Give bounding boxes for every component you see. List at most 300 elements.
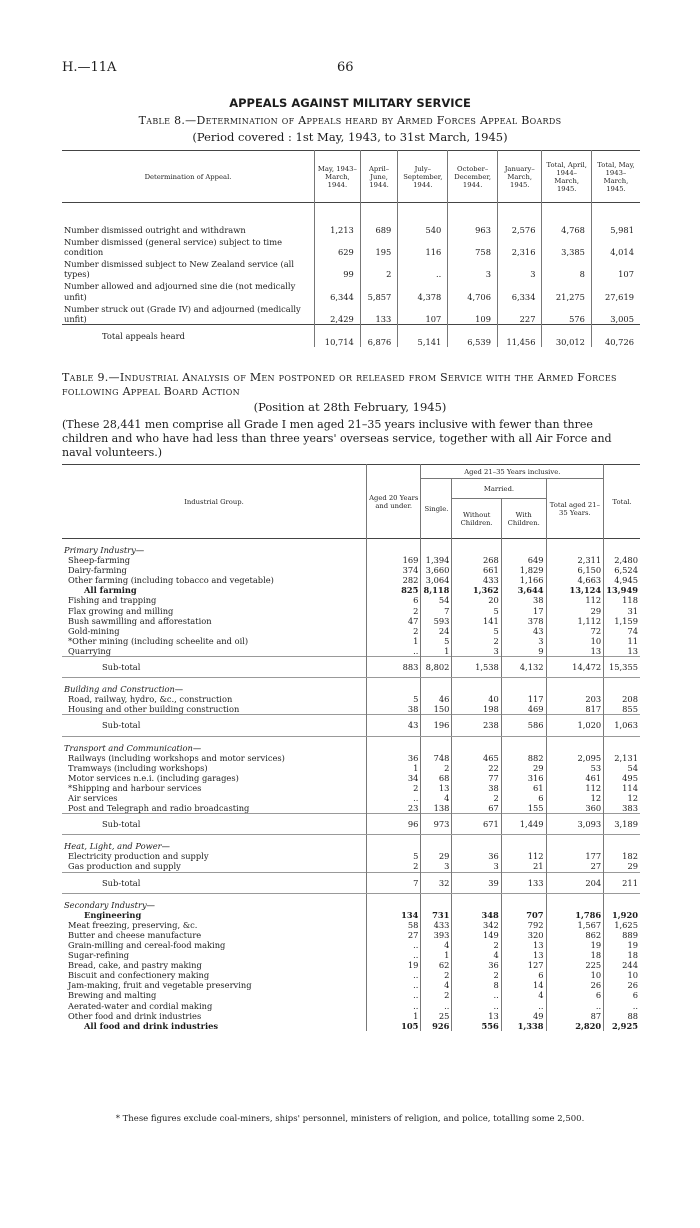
t9-cell: 13 [421, 783, 452, 793]
t9-row [62, 595, 640, 605]
t8-cell: 8 [542, 257, 591, 279]
t9-cell: 47 [367, 616, 421, 626]
t9-cell: 54 [421, 595, 452, 605]
t9-cell: 282 [367, 575, 421, 585]
t9-row [62, 763, 640, 773]
t9-cell: 19 [367, 960, 421, 970]
t8-cell: 6,344 [315, 279, 361, 301]
t9-cell [546, 835, 604, 852]
t9-row-label: Biscuit and confectionery making [68, 970, 210, 981]
t9-cell: 10 [546, 636, 604, 646]
t9-cell: 114 [604, 783, 640, 793]
t9-cell: 27 [546, 861, 604, 872]
t9-cell: 862 [546, 930, 604, 940]
t9-cell: 208 [604, 694, 640, 704]
t8-row-label: Number struck out (Grade IV) and adjourned (medically unfit) [64, 303, 301, 324]
t9-cell: 2 [367, 783, 421, 793]
table9-caption: Table 9.—Industrial Analysis of Men postponed or released from Service with the Armed Forces following Appeal Board Action [62, 371, 617, 398]
t9-cell: 13 [546, 646, 604, 657]
t9-cell: 1,920 [604, 910, 640, 920]
t9-cell: 12 [546, 793, 604, 803]
t9-cell: 1,362 [452, 585, 501, 595]
t9-cell: 1,625 [604, 920, 640, 930]
t9-cell: 882 [501, 753, 546, 763]
t9-cell [367, 736, 421, 753]
t8-cell: 4,706 [448, 279, 498, 301]
t9-row-label: Road, railway, hydro, &c., construction [68, 694, 233, 705]
t9-cell: 198 [452, 704, 501, 715]
t9-cell: .. [546, 1001, 604, 1011]
t9-cell: 2,820 [546, 1021, 604, 1031]
t8-cell: 6,539 [448, 324, 498, 347]
table8-period: (Period covered : 1st May, 1943, to 31st March, 1945) [192, 130, 508, 144]
t9-cell: 586 [501, 715, 546, 736]
t9-cell [604, 893, 640, 910]
t9-cell: 5 [367, 851, 421, 861]
t9-subtotal-row-label: Sub-total [62, 872, 367, 893]
t9-cell: 1,449 [501, 814, 546, 835]
t9-cell: 13 [604, 646, 640, 657]
t8-row [62, 235, 640, 257]
t9-cell: 2 [421, 990, 452, 1000]
t9-row [62, 803, 640, 814]
t9-row [62, 793, 640, 803]
t8-row [62, 203, 640, 236]
t9-cell: 31 [604, 606, 640, 616]
t9-cell: 14,472 [546, 657, 604, 678]
t9-cell [546, 678, 604, 695]
section-title: APPEALS AGAINST MILITARY SERVICE [229, 96, 471, 110]
t8-cell: 133 [360, 302, 398, 325]
t9-row [62, 646, 640, 657]
t9-cell: 13 [501, 940, 546, 950]
t9-cell: 7 [421, 606, 452, 616]
t9-cell [367, 893, 421, 910]
t8-col-2: April–June, 1944. [360, 151, 398, 203]
t9-cell: 1 [367, 763, 421, 773]
t9-cell [421, 736, 452, 753]
t8-row-label: Number allowed and adjourned sine die (not medically unfit) [64, 281, 296, 302]
t9-cell: 13 [501, 950, 546, 960]
t9-cell: 2,131 [604, 753, 640, 763]
t8-cell: 10,714 [315, 324, 361, 347]
t9-cell: 96 [367, 814, 421, 835]
t9-cell: 2 [421, 970, 452, 980]
t9-col-total-aged: Total aged 21–35 Years. [546, 479, 604, 539]
t9-cell: 38 [367, 704, 421, 715]
t9-row [62, 585, 640, 595]
t9-cell [367, 539, 421, 556]
t9-cell: 1,112 [546, 616, 604, 626]
t9-cell: 6 [367, 595, 421, 605]
t9-subtotal-row [62, 657, 640, 678]
t8-cell: 21,275 [542, 279, 591, 301]
t9-cell: 6,524 [604, 565, 640, 575]
t9-cell [452, 835, 501, 852]
t9-cell [452, 893, 501, 910]
t9-row-label: Other food and drink industries [68, 1010, 202, 1021]
t9-cell: 4 [421, 793, 452, 803]
t8-cell: 2 [360, 257, 398, 279]
t9-cell: 792 [501, 920, 546, 930]
t9-cell: 29 [501, 763, 546, 773]
t9-cell: 2 [421, 763, 452, 773]
t9-cell: 8 [452, 980, 501, 990]
table9-position: (Position at 28th February, 1945) [253, 400, 447, 414]
t9-row-label: Grain-milling and cereal-food making [68, 940, 226, 950]
t9-cell [546, 736, 604, 753]
t9-cell: 5 [367, 694, 421, 704]
t9-cell: 2 [367, 626, 421, 636]
t9-cell: 707 [501, 910, 546, 920]
t8-row [62, 324, 640, 347]
t8-cell: 2,576 [497, 203, 542, 236]
t9-row-label: Gas production and supply [68, 861, 181, 872]
t9-cell: .. [367, 950, 421, 960]
t8-row-label: Number dismissed (general service) subject to time condition [64, 237, 282, 258]
t9-row [62, 861, 640, 872]
t9-row [62, 930, 640, 940]
t8-row-label: Number dismissed outright and withdrawn [64, 225, 246, 235]
t9-cell [421, 893, 452, 910]
t9-row-label: Flax growing and milling [68, 605, 174, 616]
t9-cell: 11 [604, 636, 640, 646]
t8-col-4: October–December, 1944. [448, 151, 498, 203]
t8-cell: 5,981 [591, 203, 640, 236]
t9-cell: 469 [501, 704, 546, 715]
t9-cell: .. [367, 793, 421, 803]
t9-section-heading [62, 539, 640, 556]
t9-cell: 43 [367, 715, 421, 736]
t9-col-aged20: Aged 20 Years and under. [367, 465, 421, 539]
t9-cell: .. [501, 1001, 546, 1011]
t9-cell: 3,064 [421, 575, 452, 585]
t9-cell [367, 835, 421, 852]
t9-row [62, 565, 640, 575]
t9-cell: 40 [452, 694, 501, 704]
t9-row [62, 940, 640, 950]
t9-cell: 58 [367, 920, 421, 930]
t8-cell: 689 [360, 203, 398, 236]
t9-cell: 3 [501, 636, 546, 646]
t9-cell: 671 [452, 814, 501, 835]
t9-cell: 342 [452, 920, 501, 930]
t9-row [62, 950, 640, 960]
t9-cell: 196 [421, 715, 452, 736]
t9-cell: 24 [421, 626, 452, 636]
t9-cell: 10 [546, 970, 604, 980]
footnote: * These figures exclude coal-miners, ships' personnel, ministers of religion, and police, totalling some 2,500. [115, 1114, 585, 1124]
t9-row [62, 704, 640, 715]
t8-cell: 6,334 [497, 279, 542, 301]
t9-row [62, 783, 640, 793]
t9-row-label: *Other mining (including scheelite and oil) [68, 635, 249, 646]
t9-cell: 2 [452, 793, 501, 803]
t9-cell: 2 [452, 970, 501, 980]
t9-cell: 461 [546, 773, 604, 783]
t9-row [62, 1011, 640, 1021]
t8-cell: 5,857 [360, 279, 398, 301]
t9-col-without: Without Children. [452, 499, 501, 539]
t9-cell: 68 [421, 773, 452, 783]
t8-row-label: Total appeals heard [102, 330, 185, 341]
t9-cell: 74 [604, 626, 640, 636]
t9-cell: 87 [546, 1011, 604, 1021]
t9-subtotal-row [62, 872, 640, 893]
t9-row-label: Bush sawmilling and afforestation [68, 615, 212, 626]
t9-cell: 15,355 [604, 657, 640, 678]
t9-cell: .. [367, 980, 421, 990]
t9-row [62, 910, 640, 920]
t8-cell: 195 [360, 235, 398, 257]
t9-row [62, 970, 640, 980]
t9-cell: 556 [452, 1021, 501, 1031]
t9-cell: 1,338 [501, 1021, 546, 1031]
t9-section-heading-label: Transport and Communication— [64, 742, 202, 753]
t8-cell: 27,619 [591, 279, 640, 301]
t9-cell: 3,644 [501, 585, 546, 595]
t9-cell: 13 [452, 1011, 501, 1021]
t9-cell: 348 [452, 910, 501, 920]
t9-cell: 3,093 [546, 814, 604, 835]
table9-note: (These 28,441 men comprise all Grade I men aged 21–35 years inclusive with fewer than three children and who have had less than three years' overseas service, together with all Air Force and naval volunteers.) [62, 418, 612, 459]
t8-cell: 540 [398, 203, 448, 236]
t8-cell: 107 [398, 302, 448, 325]
t9-cell [604, 539, 640, 556]
t9-cell: 1,166 [501, 575, 546, 585]
t9-row [62, 555, 640, 565]
t9-subtotal-row-label: Sub-total [62, 657, 367, 678]
t9-col-group: Industrial Group. [184, 497, 244, 506]
t8-row [62, 302, 640, 325]
t9-cell: 1,829 [501, 565, 546, 575]
t9-cell: 49 [501, 1011, 546, 1021]
t9-row-label: Jam-making, fruit and vegetable preserving [68, 980, 252, 991]
t9-cell: 731 [421, 910, 452, 920]
t9-cell [501, 539, 546, 556]
t9-cell [421, 678, 452, 695]
t9-section-heading [62, 893, 640, 910]
t9-row-label: Aerated-water and cordial making [68, 1000, 213, 1011]
t9-cell: 21 [501, 861, 546, 872]
t9-cell: 150 [421, 704, 452, 715]
t9-row-label: Housing and other building construction [68, 704, 240, 715]
t9-section-heading-label: Secondary Industry— [64, 899, 155, 910]
t9-cell: 1,159 [604, 616, 640, 626]
t9-cell: 6 [501, 793, 546, 803]
t9-cell: 26 [546, 980, 604, 990]
t9-cell: 134 [367, 910, 421, 920]
t9-row-label: Bread, cake, and pastry making [68, 960, 202, 971]
t9-cell: 10 [604, 970, 640, 980]
t9-cell: 34 [367, 773, 421, 783]
t9-cell: 54 [604, 763, 640, 773]
t9-cell: 133 [501, 872, 546, 893]
t8-cell: 2,316 [497, 235, 542, 257]
t9-cell: 5 [421, 636, 452, 646]
t9-cell: 3 [452, 861, 501, 872]
t8-col-0: Determination of Appeal. [144, 172, 232, 181]
t9-row-label: Tramways (including workshops) [68, 762, 208, 773]
t8-row [62, 279, 640, 301]
t9-cell: 43 [501, 626, 546, 636]
t9-cell: 1,786 [546, 910, 604, 920]
t9-cell: 1 [367, 1011, 421, 1021]
t9-cell: 105 [367, 1021, 421, 1031]
t9-cell: 20 [452, 595, 501, 605]
t8-row [62, 257, 640, 279]
t9-cell: 238 [452, 715, 501, 736]
t9-cell [546, 539, 604, 556]
t8-cell: 6,876 [360, 324, 398, 347]
t9-row-label: All food and drink industries [84, 1020, 219, 1031]
t9-cell: 268 [452, 555, 501, 565]
t9-cell: 13,124 [546, 585, 604, 595]
t9-row [62, 1021, 640, 1031]
t9-cell: 374 [367, 565, 421, 575]
t9-col-with: With Children. [501, 499, 546, 539]
t9-section-heading-label: Heat, Light, and Power— [64, 841, 170, 852]
t9-cell: 26 [604, 980, 640, 990]
t9-cell: 4,945 [604, 575, 640, 585]
t9-subtotal-row [62, 715, 640, 736]
t9-cell: 77 [452, 773, 501, 783]
t9-cell: 316 [501, 773, 546, 783]
t9-cell: 149 [452, 930, 501, 940]
t9-row-label: Electricity production and supply [68, 851, 209, 862]
t9-cell: 825 [367, 585, 421, 595]
t9-cell: 25 [421, 1011, 452, 1021]
t9-row [62, 626, 640, 636]
t8-cell: 109 [448, 302, 498, 325]
t9-cell: 17 [501, 606, 546, 616]
t9-row-label: Butter and cheese manufacture [68, 929, 202, 940]
t9-cell: 118 [604, 595, 640, 605]
t9-cell: 661 [452, 565, 501, 575]
t9-cell: 23 [367, 803, 421, 814]
t8-cell: 40,726 [591, 324, 640, 347]
t9-cell: 649 [501, 555, 546, 565]
t9-row-label: Engineering [84, 909, 142, 920]
t9-cell: .. [367, 646, 421, 657]
t9-cell: 465 [452, 753, 501, 763]
t9-cell: 2 [367, 861, 421, 872]
t9-cell: 883 [367, 657, 421, 678]
t9-row-label: Motor services n.e.i. (including garages) [68, 772, 239, 783]
t9-cell: 5 [452, 606, 501, 616]
t9-cell: 2,095 [546, 753, 604, 763]
t8-cell: 3,005 [591, 302, 640, 325]
t9-cell: 4,663 [546, 575, 604, 585]
t9-cell: 1,394 [421, 555, 452, 565]
t9-cell: 155 [501, 803, 546, 814]
t9-cell: 1 [421, 950, 452, 960]
t9-cell: 1 [367, 636, 421, 646]
t9-cell: 36 [367, 753, 421, 763]
doc-reference: H.—11A [62, 60, 117, 75]
t9-cell: 1 [421, 646, 452, 657]
t9-row [62, 616, 640, 626]
t9-cell: 39 [452, 872, 501, 893]
t9-section-heading [62, 736, 640, 753]
t9-cell: 141 [452, 616, 501, 626]
t9-cell [501, 678, 546, 695]
t9-cell: .. [367, 940, 421, 950]
t9-subtotal-row [62, 814, 640, 835]
t9-cell: 4 [421, 980, 452, 990]
t8-cell: 30,012 [542, 324, 591, 347]
t9-cell: 6 [546, 990, 604, 1000]
t9-cell: 889 [604, 930, 640, 940]
t8-cell: 1,213 [315, 203, 361, 236]
t9-subtotal-row-label: Sub-total [62, 715, 367, 736]
t8-col-1: May, 1943–March, 1944. [315, 151, 361, 203]
t9-cell: 1,538 [452, 657, 501, 678]
t9-cell: 393 [421, 930, 452, 940]
t8-cell: .. [398, 257, 448, 279]
t9-cell: 360 [546, 803, 604, 814]
t9-cell: 8,118 [421, 585, 452, 595]
t9-cell: 112 [546, 783, 604, 793]
t9-cell: 4,132 [501, 657, 546, 678]
t9-cell: 3,189 [604, 814, 640, 835]
t9-row-label: Dairy-farming [68, 565, 127, 576]
t8-cell: 11,456 [497, 324, 542, 347]
t9-cell: 53 [546, 763, 604, 773]
t9-cell: 38 [501, 595, 546, 605]
t9-cell [452, 678, 501, 695]
t9-row-label: All farming [84, 585, 137, 596]
t9-cell [501, 893, 546, 910]
t8-cell: 99 [315, 257, 361, 279]
t9-row [62, 1001, 640, 1011]
t9-cell: 1,567 [546, 920, 604, 930]
t9-cell: 4 [421, 940, 452, 950]
t9-row-label: Railways (including workshops and motor services) [68, 752, 285, 763]
t9-row-label: Quarrying [68, 645, 112, 656]
t9-cell: 855 [604, 704, 640, 715]
t9-cell: 495 [604, 773, 640, 783]
t9-cell: 38 [452, 783, 501, 793]
t9-cell: 112 [501, 851, 546, 861]
t9-cell: .. [452, 1001, 501, 1011]
t9-cell: 9 [501, 646, 546, 657]
t9-cell: 973 [421, 814, 452, 835]
t9-row [62, 773, 640, 783]
t9-cell [604, 736, 640, 753]
t9-cell: 46 [421, 694, 452, 704]
t8-cell: 963 [448, 203, 498, 236]
t9-cell [501, 835, 546, 852]
t9-row [62, 694, 640, 704]
t9-cell: 61 [501, 783, 546, 793]
t9-cell: .. [367, 990, 421, 1000]
t9-cell: 225 [546, 960, 604, 970]
t8-cell: 3,385 [542, 235, 591, 257]
t9-section-heading-label: Building and Construction— [64, 684, 184, 695]
t8-row-label: Number dismissed subject to New Zealand service (all types) [64, 259, 294, 280]
t9-cell: 748 [421, 753, 452, 763]
t9-row-label: Meat freezing, preserving, &c. [68, 919, 198, 930]
t9-cell [501, 736, 546, 753]
t8-cell: 4,378 [398, 279, 448, 301]
t9-cell: 320 [501, 930, 546, 940]
t9-row [62, 960, 640, 970]
t9-cell: 169 [367, 555, 421, 565]
t9-cell: .. [367, 970, 421, 980]
t9-cell: 817 [546, 704, 604, 715]
t9-cell: 36 [452, 960, 501, 970]
